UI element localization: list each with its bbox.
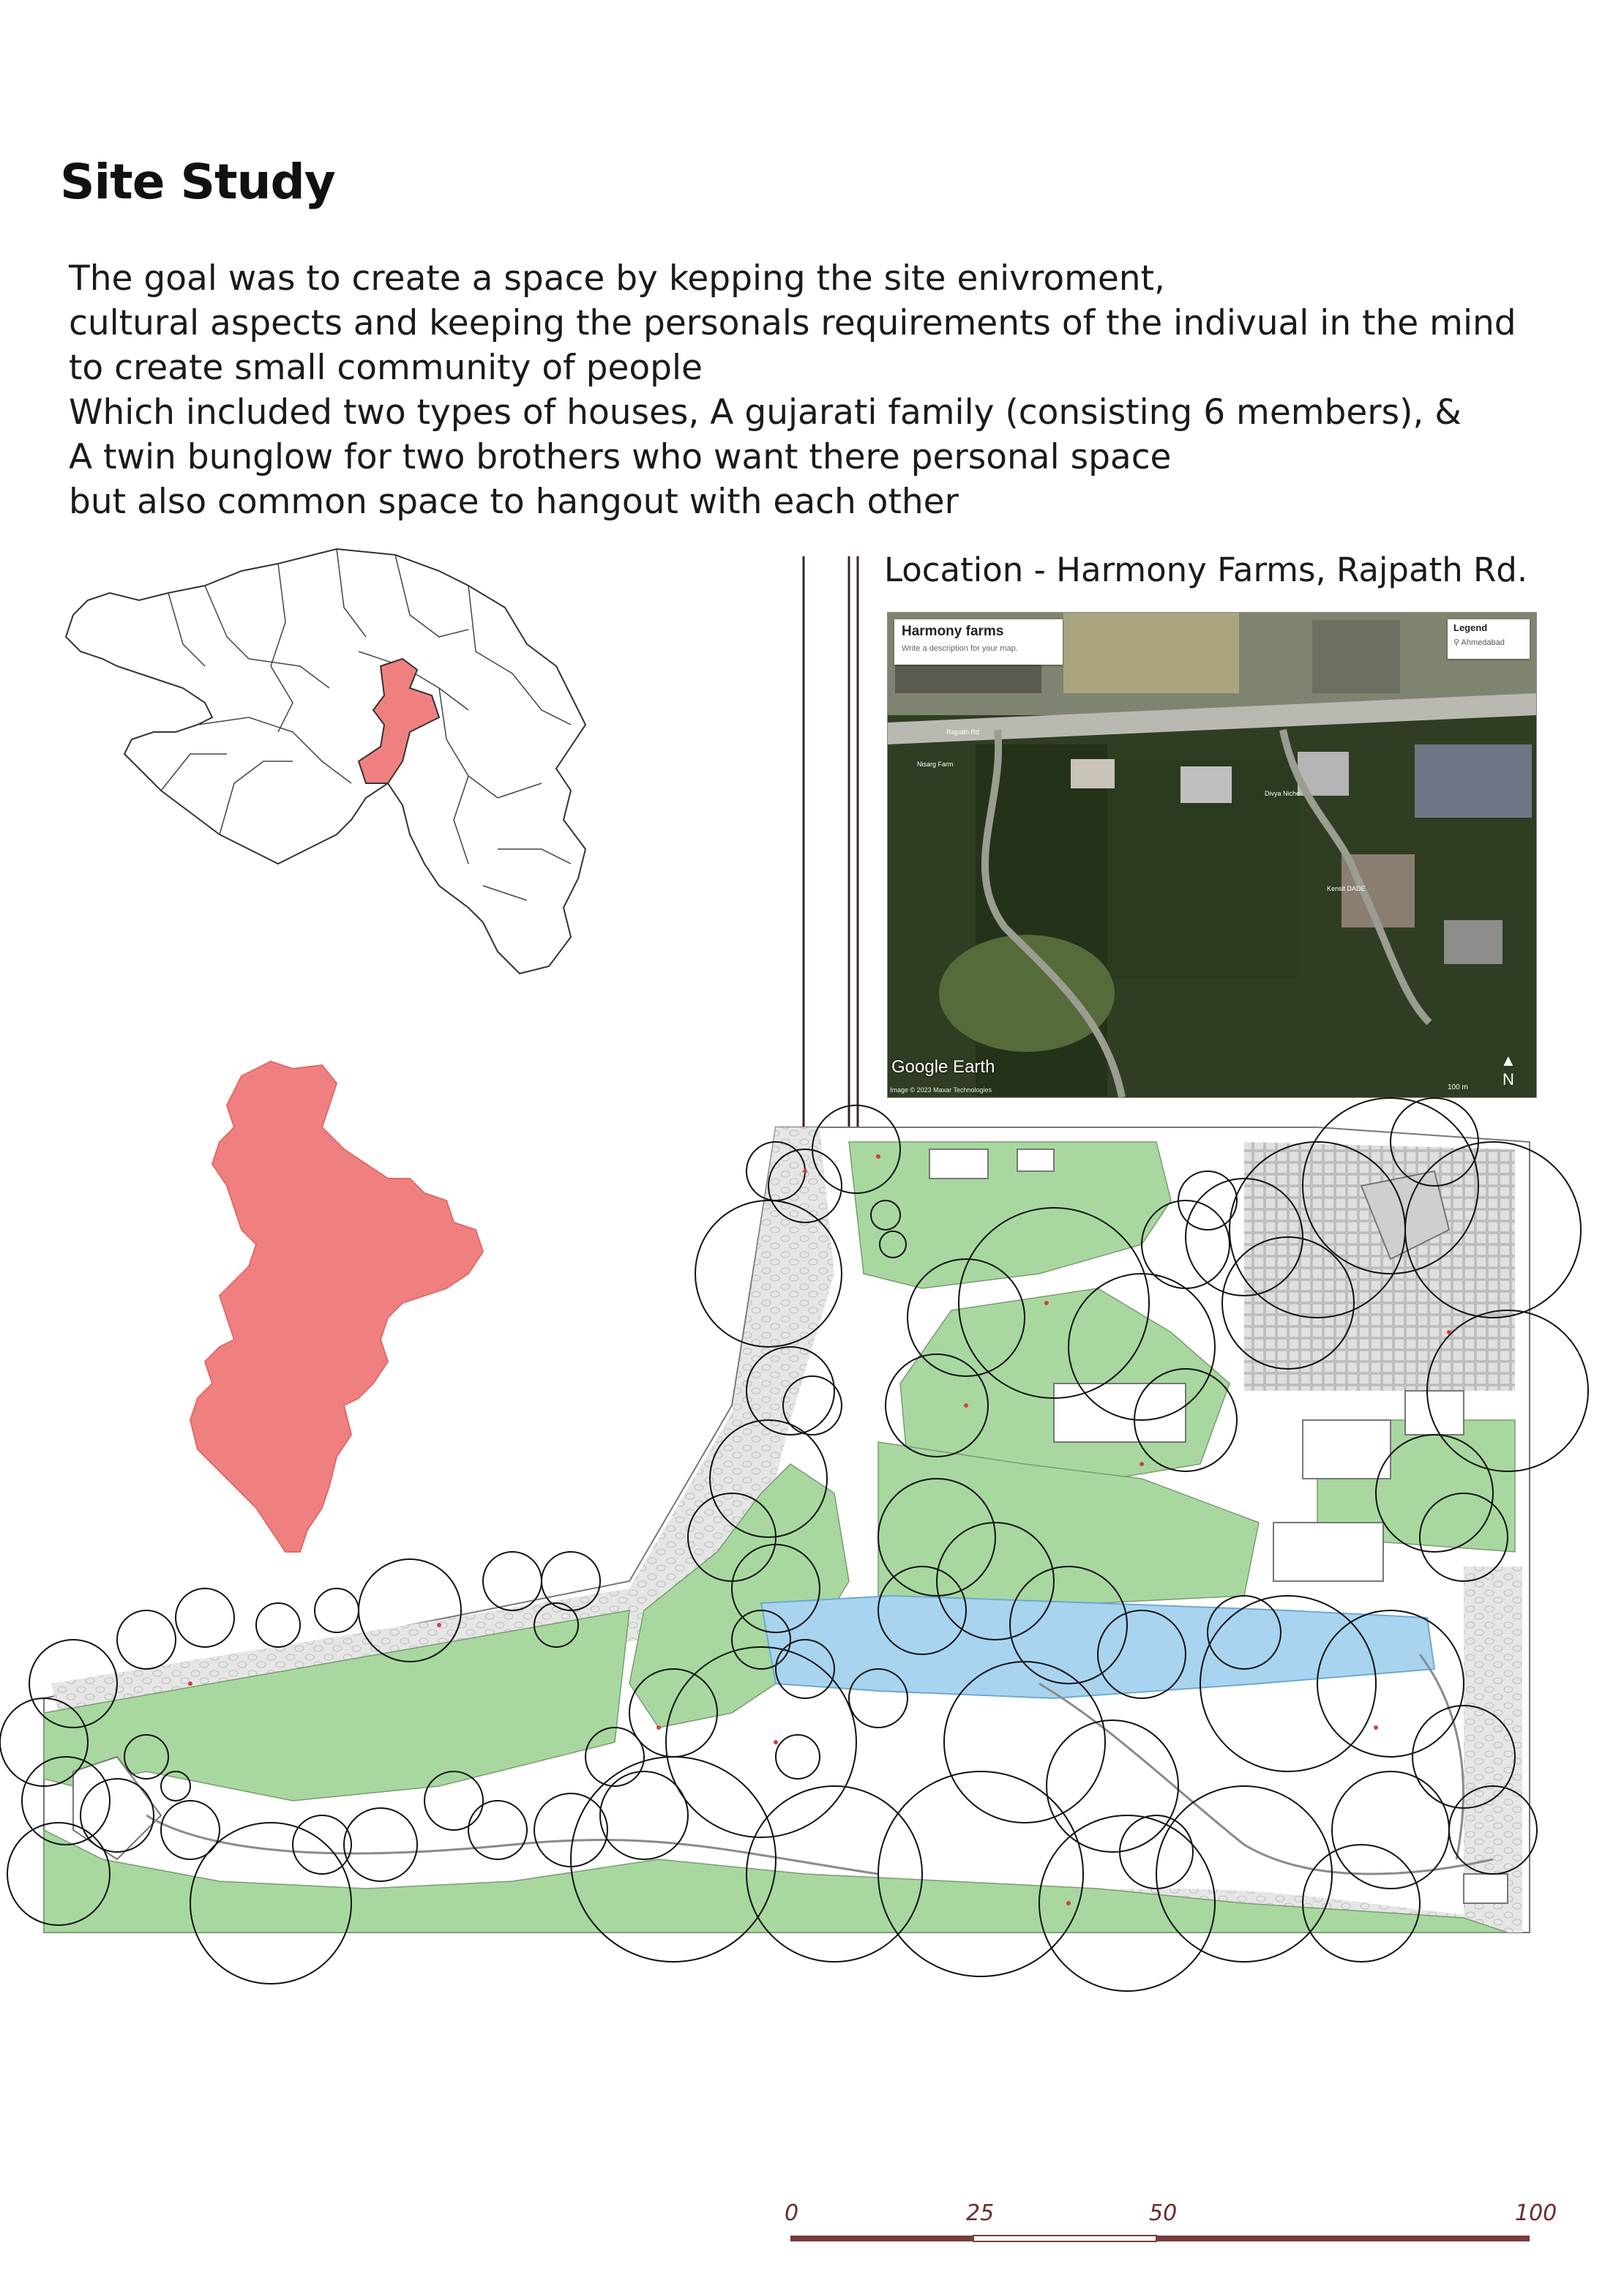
page-title: Site Study (60, 154, 335, 210)
scale-label-25: 25 (966, 2200, 995, 2226)
sat-road-label: Rajpath Rd (946, 728, 980, 736)
map-scale: 100 m (1448, 1083, 1468, 1091)
map-name: Harmony farms (902, 624, 1004, 639)
description-line: to create small community of people (69, 348, 703, 388)
description-line: but also common space to hangout with each other (69, 482, 959, 522)
scale-label-50: 50 (1149, 2200, 1178, 2226)
map-description: Write a description for your map. (902, 644, 1018, 653)
description-line: A twin bunglow for two brothers who want there personal space (69, 437, 1172, 477)
pin-icon: ⚲ (1453, 638, 1462, 647)
scale-bar (783, 2225, 1544, 2255)
pebble-path (1244, 1142, 1515, 1391)
description-block (69, 256, 1591, 524)
scale-label-100: 100 (1515, 2200, 1557, 2226)
sat-place-label: Divya Niche (1265, 790, 1301, 797)
description-line: The goal was to create a space by kepping the site enivroment, (69, 258, 1165, 299)
image-copyright: Image © 2023 Maxar Technologies (890, 1086, 992, 1094)
legend-item: ⚲ Ahmedabad (1453, 638, 1505, 647)
location-label: Location - Harmony Farms, Rajpath Rd. (884, 550, 1528, 589)
description-line: Which included two types of houses, A gujarati family (consisting 6 members), & (69, 392, 1462, 433)
legend-title: Legend (1453, 622, 1488, 633)
site-boundary (804, 556, 1317, 1142)
site-plan (0, 542, 1624, 2167)
description-line: cultural aspects and keeping the personals requirements of the indivual in the mind (69, 303, 1516, 343)
scale-label-0: 0 (785, 2200, 799, 2226)
sat-place-label: Nisarg Farm (917, 761, 954, 768)
north-arrow-icon: ▲ N (1500, 1051, 1516, 1089)
google-earth-logo: Google Earth (891, 1057, 995, 1077)
sat-place-label: Kensit DADE (1327, 885, 1366, 892)
